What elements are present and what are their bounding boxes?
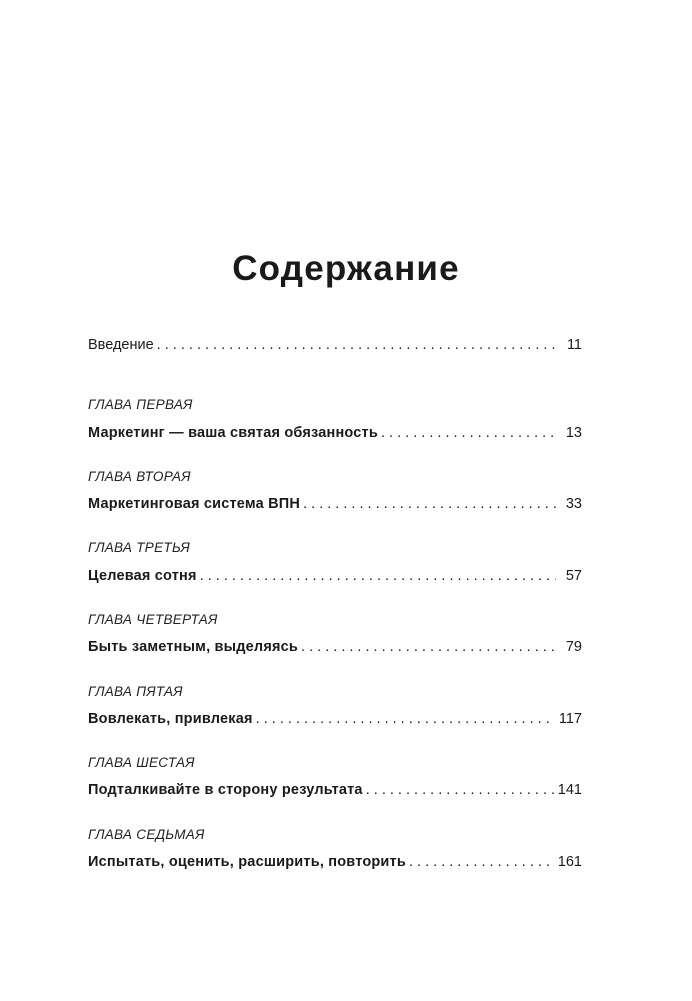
chapter-label: ГЛАВА ТРЕТЬЯ <box>88 540 190 555</box>
chapter-label: ГЛАВА ВТОРАЯ <box>88 469 191 484</box>
toc-entry-chapter-4[interactable] <box>88 637 582 657</box>
dot-leader <box>366 780 554 800</box>
toc-entry-title: Маркетинговая система ВПН <box>88 496 301 512</box>
toc-entry-chapter-5[interactable] <box>88 709 582 729</box>
toc-entry-chapter-6[interactable] <box>88 780 582 800</box>
toc-entry-title: Целевая сотня <box>88 568 197 584</box>
toc-entry-title: Испытать, оценить, расширить, повторить <box>88 854 406 870</box>
toc-entry-title: Подталкивайте в сторону результата <box>88 782 363 798</box>
toc-entry-title: Вовлекать, привлекая <box>88 711 253 727</box>
toc-entry-page: 57 <box>565 568 582 584</box>
toc-entry-title: Быть заметным, выделяясь <box>88 639 299 655</box>
dot-leader <box>303 494 556 514</box>
dot-leader <box>157 335 556 355</box>
toc-entry-page: 117 <box>558 711 582 727</box>
dot-leader <box>200 566 556 586</box>
dot-leader <box>381 423 556 443</box>
dot-leader <box>256 709 555 729</box>
chapter-label: ГЛАВА ПЯТАЯ <box>88 684 183 699</box>
toc-entry-chapter-3[interactable] <box>88 566 582 586</box>
toc-entry-page: 161 <box>557 854 582 870</box>
toc-entry-chapter-2[interactable] <box>88 494 582 514</box>
toc-entry-intro[interactable] <box>88 335 582 355</box>
chapter-label: ГЛАВА СЕДЬМАЯ <box>88 827 205 842</box>
chapter-label: ГЛАВА ЧЕТВЕРТАЯ <box>88 612 218 627</box>
toc-entry-page: 79 <box>565 639 582 655</box>
page-title: Содержание <box>232 249 460 289</box>
dot-leader <box>409 852 554 872</box>
toc-entry-page: 141 <box>557 782 582 798</box>
chapter-label: ГЛАВА ПЕРВАЯ <box>88 397 193 412</box>
toc-entry-chapter-1[interactable] <box>88 423 582 443</box>
toc-entry-page: 13 <box>565 425 582 441</box>
toc-entry-page: 33 <box>565 496 582 512</box>
dot-leader <box>301 637 556 657</box>
toc-entry-title: Введение <box>88 337 154 353</box>
toc-entry-page: 11 <box>566 337 582 353</box>
chapter-label: ГЛАВА ШЕСТАЯ <box>88 755 195 770</box>
toc-entry-chapter-7[interactable] <box>88 852 582 872</box>
toc-entry-title: Маркетинг — ваша святая обязанность <box>88 425 378 441</box>
